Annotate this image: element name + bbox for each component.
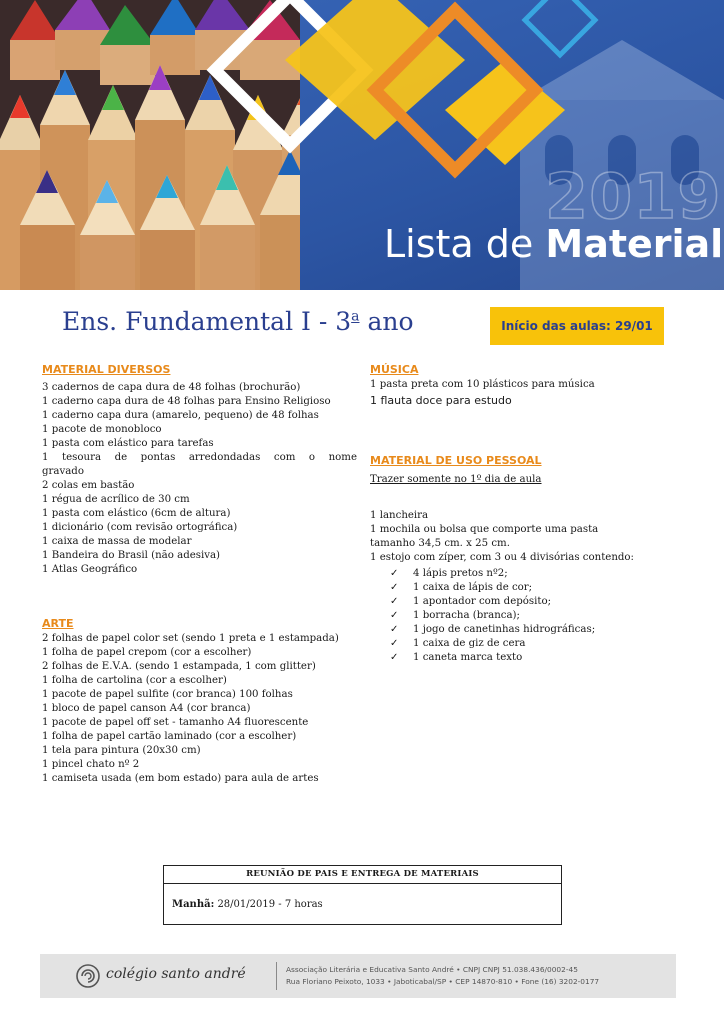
meeting-title: REUNIÃO DE PAIS E ENTREGA DE MATERIAIS <box>164 866 561 884</box>
uso-pessoal-subtitle: Trazer somente no 1º dia de aula <box>370 474 542 485</box>
list-item: 2 folhas de E.V.A. (sendo 1 estampada, 1 com glitter) <box>42 661 316 672</box>
checkmark-icon: ✓ <box>390 596 399 607</box>
list-item: 1 tela para pintura (20x30 cm) <box>42 745 201 756</box>
footer-address <box>286 964 599 988</box>
checkmark-icon: ✓ <box>390 610 399 621</box>
meeting-box <box>163 865 562 925</box>
list-item: 1 camiseta usada (em bom estado) para aula de artes <box>42 773 319 784</box>
checkmark-icon: ✓ <box>390 624 399 635</box>
year-watermark: 2019 <box>545 160 722 233</box>
checkmark-icon: ✓ <box>390 582 399 593</box>
list-item: 1 pacote de papel sulfite (cor branca) 100 folhas <box>42 689 293 700</box>
list-item: 1 folha de papel cartão laminado (cor a escolher) <box>42 731 297 742</box>
list-item: 1 caderno capa dura de 48 folhas para Ensino Religioso <box>42 396 331 407</box>
list-item: 1 lancheira <box>370 510 429 521</box>
list-item: 1 pasta preta com 10 plásticos para música <box>370 379 595 390</box>
school-logo-icon <box>74 963 102 989</box>
list-item: 2 folhas de papel color set (sendo 1 preta e 1 estampada) <box>42 633 339 644</box>
list-item: 3 cadernos de capa dura de 48 folhas (brochurão) <box>42 382 301 393</box>
checklist-item-label: 1 apontador com depósito; <box>413 596 552 607</box>
list-item: 1 folha de papel crepom (cor a escolher) <box>42 647 252 658</box>
list-item: 1 bloco de papel canson A4 (cor branca) <box>42 703 251 714</box>
list-item: 1 Atlas Geográfico <box>42 564 138 575</box>
checklist-item-label: 1 caixa de giz de cera <box>413 638 526 649</box>
page-title <box>62 307 414 336</box>
list-item: 1 mochila ou bolsa que comporte uma pasta <box>370 524 599 535</box>
list-item: 1 pasta com elástico para tarefas <box>42 438 214 449</box>
page-title-main: Ens. Fundamental I - 3 <box>62 307 352 336</box>
meeting-detail <box>172 899 323 910</box>
checklist-item <box>370 623 690 637</box>
checklist-item <box>370 651 690 665</box>
list-item: 1 folha de cartolina (cor a escolher) <box>42 675 227 686</box>
checklist-item <box>370 581 690 595</box>
section-title-material-diversos: MATERIAL DIVERSOS <box>42 363 171 376</box>
list-item: 1 caixa de massa de modelar <box>42 536 192 547</box>
banner-title <box>384 222 723 266</box>
banner-title-part2: Material <box>545 222 724 266</box>
section-title-musica: MÚSICA <box>370 363 419 376</box>
footer-address-line1: Associação Literária e Educativa Santo André • CNPJ CNPJ 51.038.436/0002-45 <box>286 965 578 974</box>
checklist-item <box>370 567 690 581</box>
footer-divider <box>276 962 277 990</box>
checklist-item <box>370 595 690 609</box>
list-item: 1 dicionário (com revisão ortográfica) <box>42 522 238 533</box>
section-title-uso-pessoal: MATERIAL DE USO PESSOAL <box>370 454 542 467</box>
list-item: gravado <box>42 466 84 477</box>
checklist-item-label: 4 lápis pretos nº2; <box>413 568 508 579</box>
estojo-checklist <box>370 567 690 665</box>
meeting-label: Manhã: <box>172 899 215 910</box>
uso-pessoal-list <box>370 509 690 565</box>
header-banner <box>0 0 724 290</box>
checklist-item <box>370 637 690 651</box>
list-item: 1 tesoura de pontas arredondadas com o nome <box>42 452 357 463</box>
banner-title-part1: Lista de <box>384 222 546 266</box>
list-item: 1 pasta com elástico (6cm de altura) <box>42 508 231 519</box>
start-date-badge: Início das aulas: 29/01 <box>490 307 664 345</box>
checkmark-icon: ✓ <box>390 638 399 649</box>
footer-address-line2: Rua Floriano Peixoto, 1033 • Jaboticabal/SP • CEP 14870-810 • Fone (16) 3202-0177 <box>286 977 600 986</box>
list-item: 1 flauta doce para estudo <box>370 394 512 407</box>
musica-list <box>370 378 690 410</box>
checklist-item-label: 1 caixa de lápis de cor; <box>413 582 533 593</box>
arte-list <box>42 632 357 786</box>
list-item: 1 Bandeira do Brasil (não adesiva) <box>42 550 221 561</box>
checkmark-icon: ✓ <box>390 568 399 579</box>
list-item: 1 pincel chato nº 2 <box>42 759 140 770</box>
list-item: 1 estojo com zíper, com 3 ou 4 divisórias contendo: <box>370 552 634 563</box>
list-item: 1 régua de acrílico de 30 cm <box>42 494 190 505</box>
checklist-item-label: 1 caneta marca texto <box>413 652 523 663</box>
page-title-suffix: ano <box>359 307 414 336</box>
checkmark-icon: ✓ <box>390 652 399 663</box>
list-item: 1 pacote de papel off set - tamanho A4 fluorescente <box>42 717 309 728</box>
list-item: 1 caderno capa dura (amarelo, pequeno) de 48 folhas <box>42 410 319 421</box>
page-title-ordinal: a <box>351 308 360 325</box>
right-column <box>370 363 690 665</box>
left-column <box>42 363 357 786</box>
checklist-item-label: 1 jogo de canetinhas hidrográficas; <box>413 624 596 635</box>
school-name: colégio santo andré <box>106 966 246 982</box>
section-title-arte: ARTE <box>42 617 74 630</box>
list-item: 2 colas em bastão <box>42 480 135 491</box>
list-item: tamanho 34,5 cm. x 25 cm. <box>370 538 510 549</box>
meeting-date: 28/01/2019 - 7 horas <box>214 899 323 910</box>
checklist-item-label: 1 borracha (branca); <box>413 610 520 621</box>
list-item: 1 pacote de monobloco <box>42 424 162 435</box>
checklist-item <box>370 609 690 623</box>
footer <box>40 954 676 998</box>
material-diversos-list <box>42 381 357 577</box>
